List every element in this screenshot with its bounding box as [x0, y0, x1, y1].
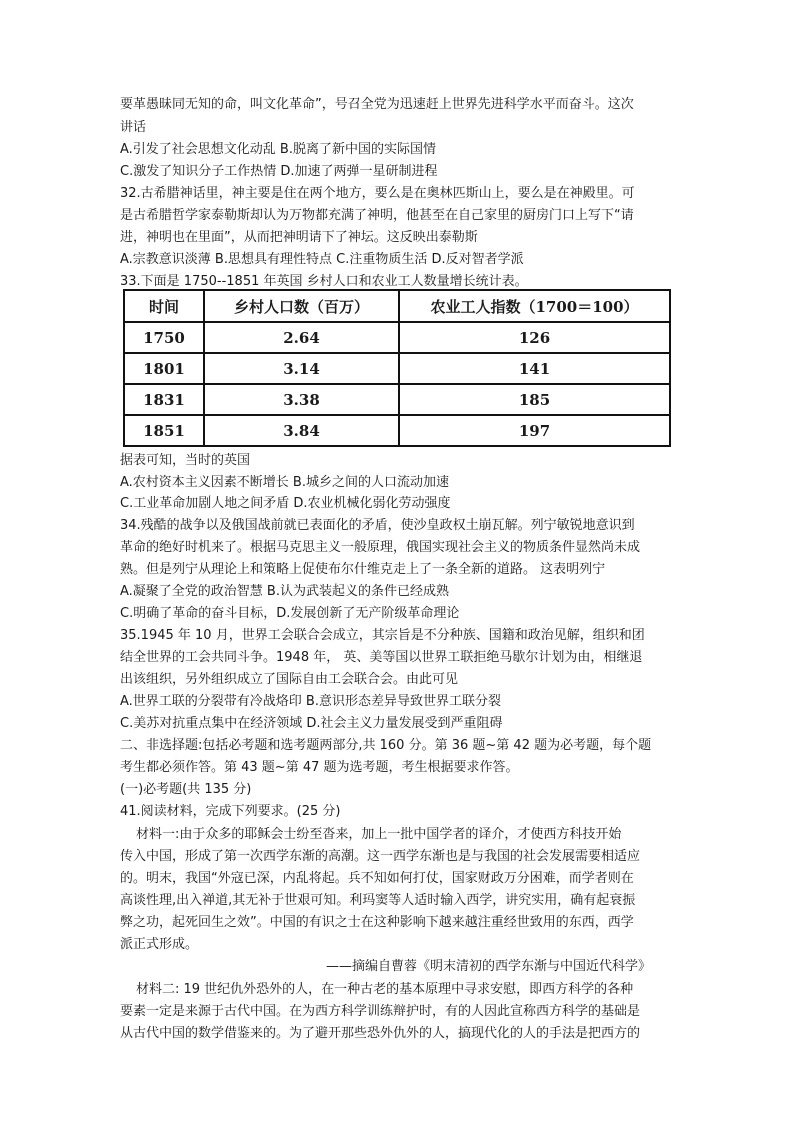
material-two-line: 要素一定是来源于古代中国。在为西方科学训练辩护时，有的人因此宣称西方科学的基础是 — [120, 1004, 641, 1019]
table-cell: 3.38 — [204, 384, 399, 415]
subsection-heading: (一)必考题(共 135 分) — [120, 782, 252, 797]
material-one-line: 高谈性理,出入禅道,其无补于世艰可知。利玛窦等人适时输入西学，讲究实用，确有起衰振 — [120, 893, 636, 908]
table-cell: 3.84 — [204, 415, 399, 446]
table-row — [124, 322, 670, 353]
text-line: 考生都必须作答。第 43 题~第 47 题为选考题，考生根据要求作答。 — [120, 760, 519, 775]
statistics-table — [123, 289, 671, 447]
table-cell: 126 — [399, 322, 670, 353]
option-line: A.世界工联的分裂带有冷战烙印 B.意识形态差异导致世界工联分裂 — [120, 694, 501, 709]
table-row — [124, 415, 670, 446]
option-line: C.美苏对抗重点集中在经济领域 D.社会主义力量发展受到严重阻碍 — [120, 716, 503, 731]
question-34: 34.残酷的战争以及俄国战前就已表面化的矛盾，使沙皇政权土崩瓦解。列宁敏锐地意识到 — [120, 518, 635, 533]
section-heading: 二、非选择题:包括必考题和选考题两部分,共 160 分。第 36 题~第 42 题为必考题，每个题 — [120, 738, 652, 753]
text-line: 革命的绝好时机来了。根据马克思主义一般原理，俄国实现社会主义的物质条件显然尚未成 — [120, 540, 641, 555]
option-line: A.引发了社会思想文化动乱 B.脱离了新中国的实际国情 — [120, 142, 436, 157]
option-line: C.工业革命加剧人地之间矛盾 D.农业机械化弱化劳动强度 — [120, 496, 451, 511]
material-two-line: 从古代中国的数学借鉴来的。为了避开那些恐外仇外的人，搞现代化的人的手法是把西方的 — [120, 1026, 641, 1041]
text-line: 讲话 — [120, 120, 147, 135]
table-cell: 185 — [399, 384, 670, 415]
text-line: 出该组织，另外组织成立了国际自由工会联合会。由此可见 — [120, 672, 459, 687]
option-line: C.明确了革命的奋斗目标，D.发展创新了无产阶级革命理论 — [120, 606, 460, 621]
text-line: 要革愚昧同无知的命，叫文化革命”，号召全党为迅速赶上世界先进科学水平而奋斗。这次 — [120, 97, 634, 112]
text-line: 是古希腊哲学家泰勒斯却认为万物都充满了神明，他甚至在自己家里的厨房门口上写下“请 — [120, 208, 634, 223]
option-line: A.凝聚了全党的政治智慧 B.认为武装起义的条件已经成熟 — [120, 584, 449, 599]
header-cell: 乡村人口数（百万） — [204, 290, 399, 322]
option-line: C.激发了知识分子工作热情 D.加速了两弹一星研制进程 — [120, 164, 438, 179]
question-32: 32.古希腊神话里，神主要是住在两个地方，要么是在奥林匹斯山上，要么是在神殿里。可 — [120, 186, 635, 201]
material-source: ——摘编自曹蓉《明末清初的西学东渐与中国近代科学》 — [326, 959, 652, 974]
text-line: 熟。但是列宁从理论上和策略上促使布尔什维克走上了一条全新的道路。 这表明列宁 — [120, 562, 606, 577]
question-33: 33.下面是 1750--1851 年英国 乡村人口和农业工人数量增长统计表。 — [120, 274, 528, 289]
table-cell: 1750 — [124, 322, 204, 353]
question-41: 41.阅读材料，完成下列要求。(25 分) — [120, 804, 341, 819]
table-header-row — [124, 290, 670, 322]
material-one-line: 的。明末，我国“外寇已深，内乱将起。兵不知如何打仗，国家财政万分困难，而学者则在 — [120, 871, 634, 886]
text-line: 结全世界的工会共同斗争。1948 年， 英、美等国以世界工联拒绝马歇尔计划为由，相继退 — [120, 650, 643, 665]
option-line: A.农村资本主义因素不断增长 B.城乡之间的人口流动加速 — [120, 475, 449, 490]
header-cell: 农业工人指数（1700＝100） — [399, 290, 670, 322]
table-cell: 197 — [399, 415, 670, 446]
material-one-line: 派正式形成。 — [120, 937, 199, 952]
table-cell: 141 — [399, 353, 670, 384]
header-cell: 时间 — [124, 290, 204, 322]
table-row — [124, 353, 670, 384]
table-cell: 1851 — [124, 415, 204, 446]
table-cell: 3.14 — [204, 353, 399, 384]
table-row — [124, 384, 670, 415]
material-one-line: 材料一:由于众多的耶稣会士纷至沓来，加上一批中国学者的译介，才使西方科技开始 — [136, 827, 622, 842]
question-35: 35.1945 年 10 月，世界工会联合会成立，其宗旨是不分种族、国籍和政治见解，组织和团 — [120, 628, 645, 643]
text-line: 进，神明也在里面”，从而把神明请下了神坛。这反映出泰勒斯 — [120, 230, 478, 245]
material-one-line: 弊之功，起死回生之效”。中国的有识之士在这种影响下越来越注重经世致用的东西，西学 — [120, 915, 634, 930]
table-cell: 2.64 — [204, 322, 399, 353]
table-cell: 1801 — [124, 353, 204, 384]
option-line: A.宗教意识淡薄 B.思想具有理性特点 C.注重物质生活 D.反对智者学派 — [120, 252, 524, 267]
material-one-line: 传入中国，形成了第一次西学东渐的高潮。这一西学东渐也是与我国的社会发展需要相适应 — [120, 849, 641, 864]
text-line: 据表可知，当时的英国 — [120, 453, 251, 468]
material-two-line: 材料二: 19 世纪仇外恐外的人，在一种古老的基本原理中寻求安慰，即西方科学的各种 — [136, 982, 634, 997]
table-cell: 1831 — [124, 384, 204, 415]
